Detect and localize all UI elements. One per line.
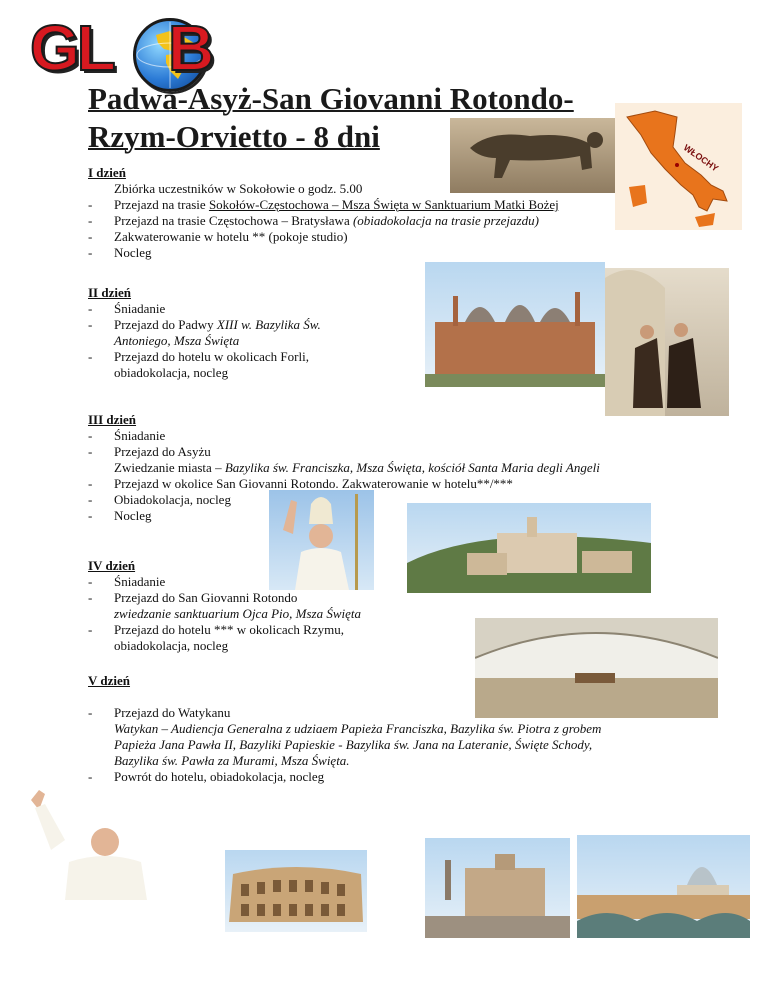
logo-text-left: GL <box>30 12 113 84</box>
list-item: - Przejazd na trasie Częstochowa – Bratysława (obiadokolacja na trasie przejazdu) <box>88 213 539 228</box>
basilica-padua-photo <box>425 262 605 387</box>
list-item: - Nocleg <box>88 245 152 260</box>
day-1-section <box>88 165 658 261</box>
pope-waving-photo <box>25 790 150 900</box>
list-item: - Śniadanie <box>88 301 166 316</box>
day-2-heading: II dzień <box>88 285 131 300</box>
list-item: - Przejazd do hotelu *** w okolicach Rzymu, obiadokolacja, nocleg <box>88 622 344 653</box>
castel-santangelo-photo <box>425 838 570 938</box>
list-item: - Przejazd do Watykanu Watykan – Audiencja Generalna z udziaem Papieża Franciszka, Bazylika św. Piotra z grobem Papieża Jana Pawła II, Bazyliki Papieskie - Bazylika św. Jana na Lateranie, Święte Schody, Bazylika św. Pawła za Murami, Msza Święta. <box>88 705 602 768</box>
list-item: - Nocleg <box>88 508 152 523</box>
glob-logo <box>30 8 220 88</box>
title-line-2: Rzym-Orvietto - 8 dni <box>88 119 380 154</box>
day-5-section <box>88 673 708 785</box>
list-item: - Zakwaterowanie w hotelu ** (pokoje studio) <box>88 229 348 244</box>
list-item: - Śniadanie <box>88 428 166 443</box>
list-item: - Przejazd w okolice San Giovanni Rotondo. Zakwaterowanie w hotelu**/*** <box>88 476 513 491</box>
list-item: - Przejazd do Asyżu Zwiedzanie miasta – Bazylika św. Franciszka, Msza Święta, kościół Santa Maria degli Angeli <box>88 444 600 475</box>
list-item: - Powrót do hotelu, obiadokolacja, nocleg <box>88 769 325 784</box>
friars-cloister-photo <box>605 268 729 416</box>
day-4-section <box>88 558 428 654</box>
day-1-intro: Zbiórka uczestników w Sokołowie o godz. 5.00 <box>114 181 363 196</box>
title-line-1: Padwa-Asyż-San Giovanni Rotondo- <box>88 81 574 116</box>
logo-text-right: B <box>168 12 212 84</box>
list-item: - Przejazd do hotelu w okolicach Forli, obiadokolacja, nocleg <box>88 349 309 380</box>
list-item: - Śniadanie <box>88 574 166 589</box>
list-item: - Przejazd na trasie Sokołów-Częstochowa – Msza Święta w Sanktuarium Matki Bożej <box>88 197 559 212</box>
st-peters-photo <box>577 835 750 938</box>
day-1-heading: I dzień <box>88 165 126 180</box>
day-3-heading: III dzień <box>88 412 137 427</box>
day-3-section <box>88 412 718 524</box>
day-5-heading: V dzień <box>88 673 131 688</box>
day-2-section <box>88 285 418 381</box>
list-item: - Przejazd do San Giovanni Rotondo zwiedzanie sanktuarium Ojca Pio, Msza Święta <box>88 590 361 621</box>
map-country-label: WŁOCHY <box>681 142 721 174</box>
day-4-heading: IV dzień <box>88 558 136 573</box>
list-item: - Przejazd do Padwy XIII w. Bazylika Św. Antoniego, Msza Święta <box>88 317 321 348</box>
list-item: - Obiadokolacja, nocleg <box>88 492 231 507</box>
colosseum-photo <box>225 850 367 932</box>
